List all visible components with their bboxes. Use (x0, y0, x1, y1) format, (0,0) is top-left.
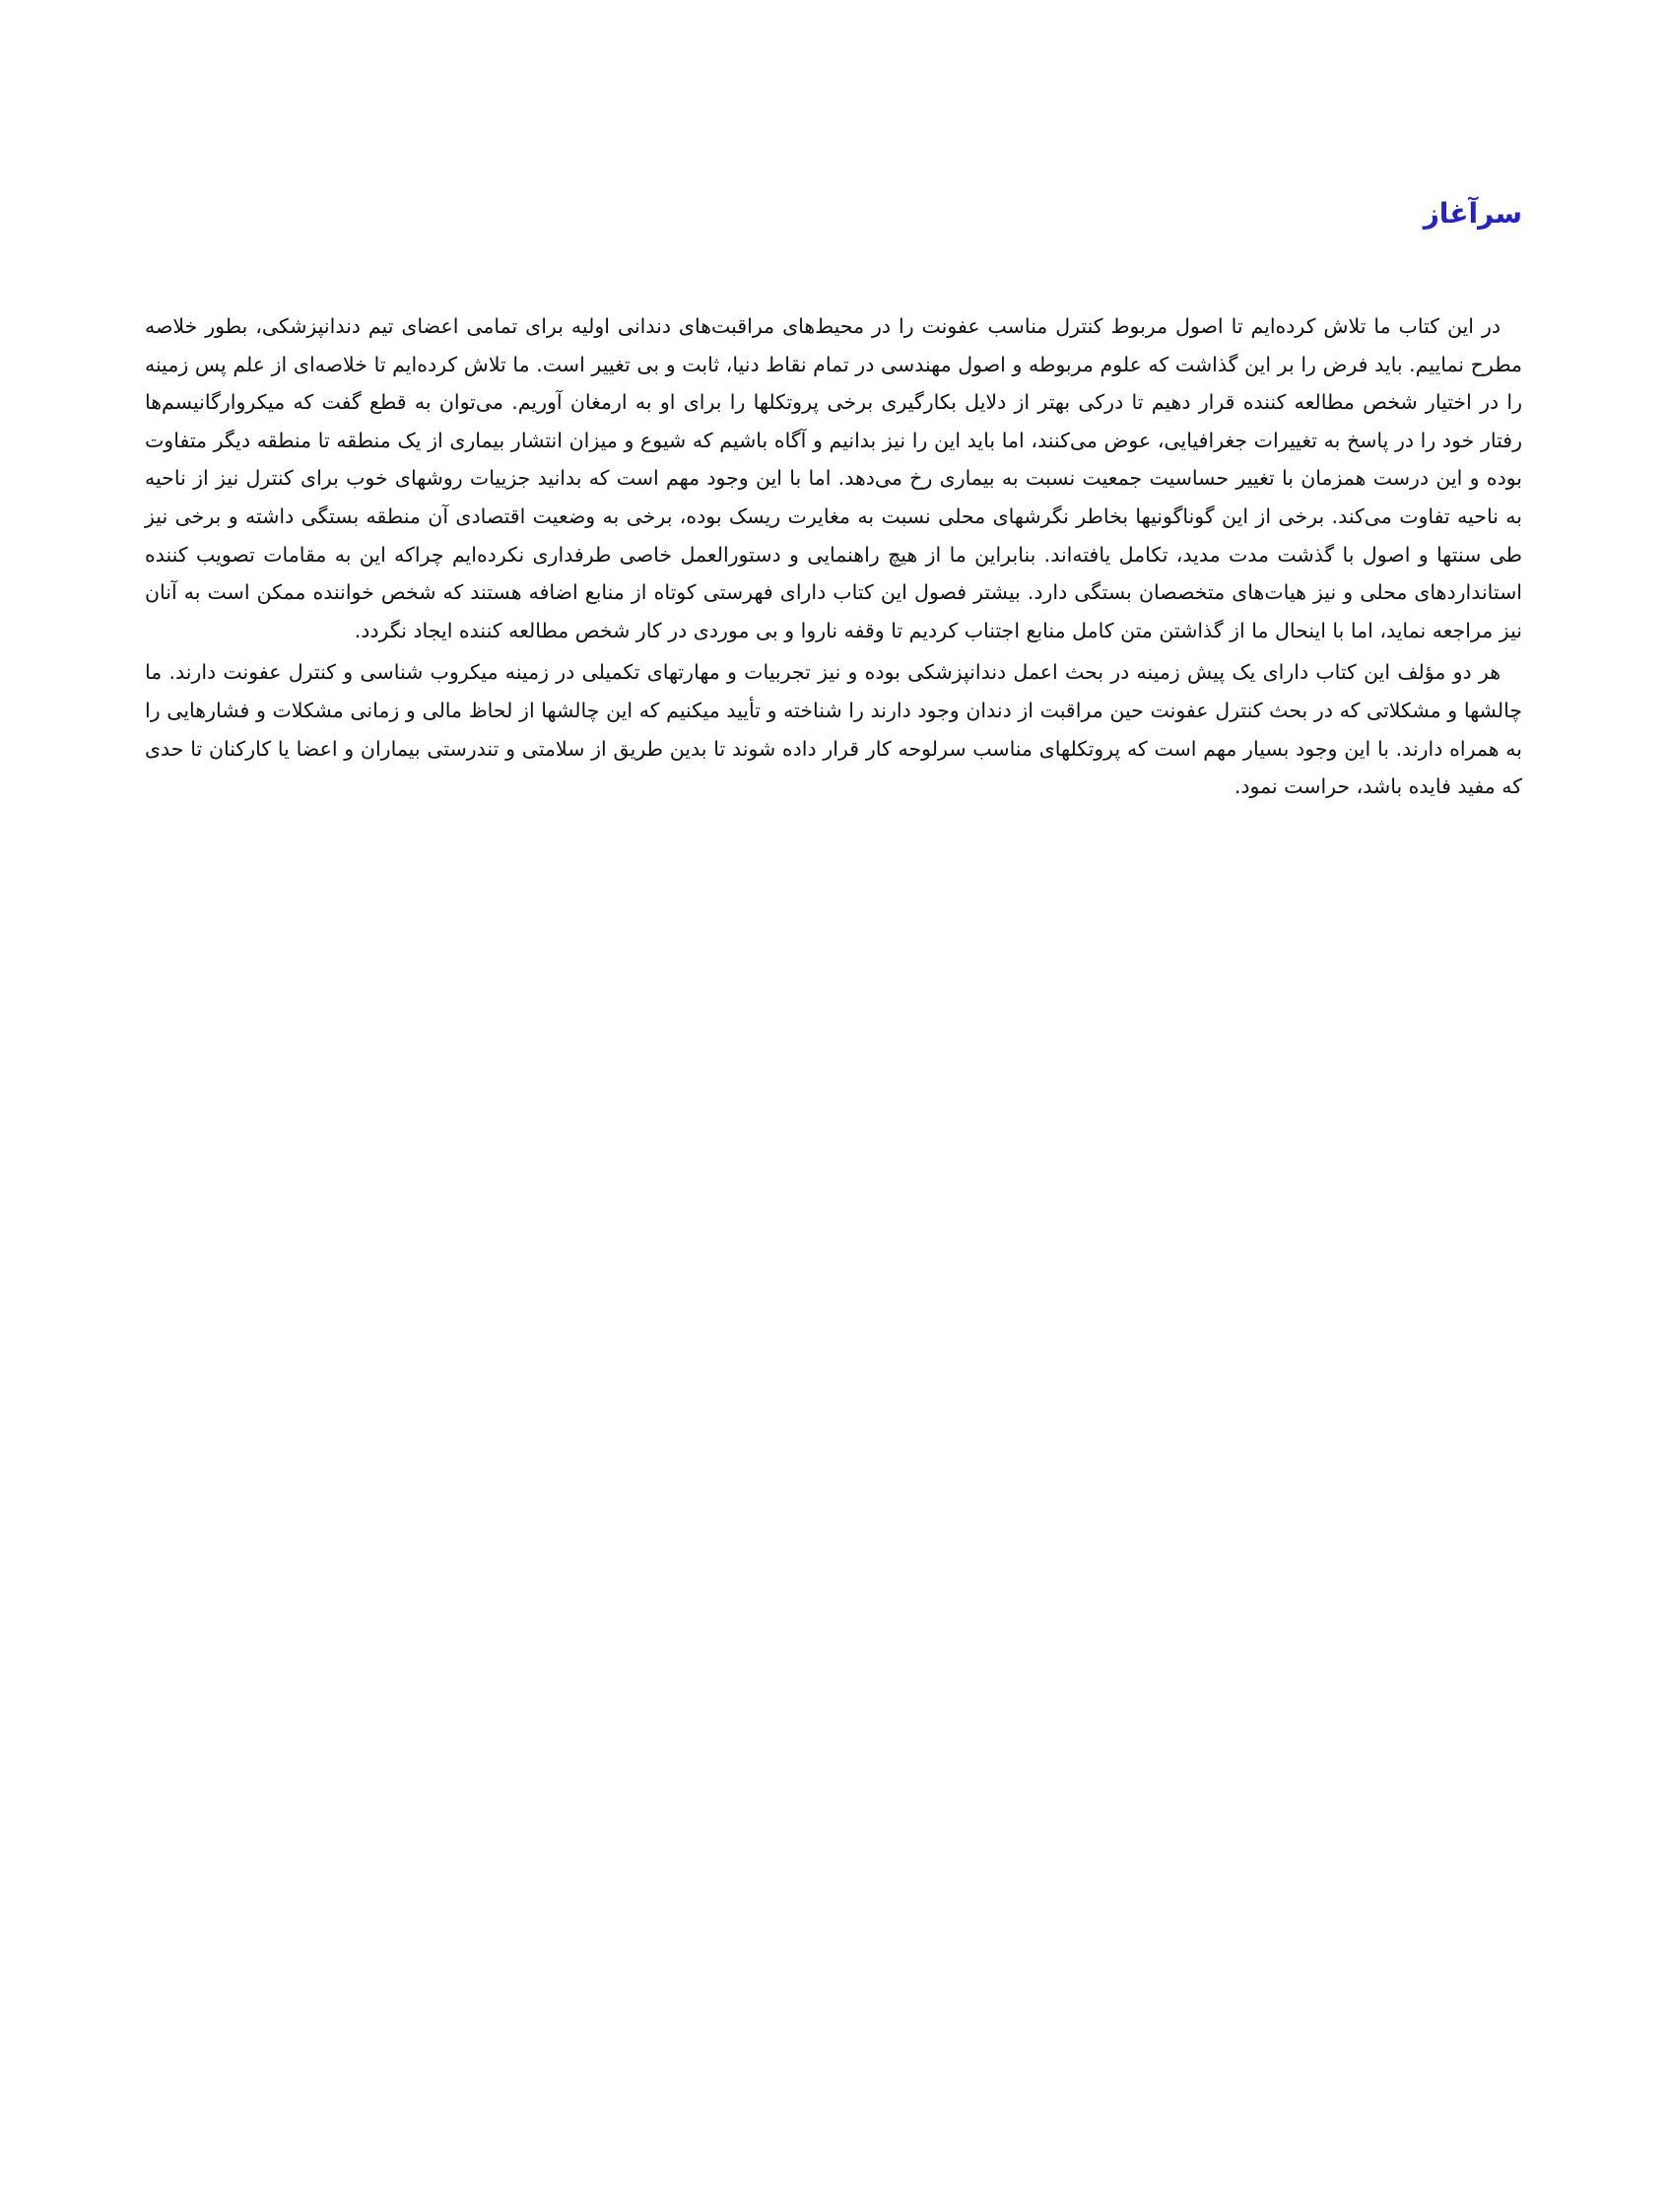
paragraph-2: هر دو مؤلف این کتاب دارای یک پیش زمینه در بحث اعمل دندانپزشکی بوده و نیز تجربیات و مهارتهای تکمیلی در زمینه میکروب شناسی و کنترل عفونت دارند. ما چالشها و مشکلاتی که در بحث کنترل عفونت حین مراقبت از دندان وجود دارند را شناخته و تأیید میکنیم که این چالشها از لحاظ مالی و زمانی مشکلات و فشارهایی را به همراه دارند. با این وجود بسیار مهم است که پروتکلهای مناسب سرلوحه کار قرار داده شوند تا بدین طریق از سلامتی و تندرستی بیماران و اعضا یا کارکنان تا حدی که مفید فایده باشد، حراست نمود. (145, 660, 1522, 799)
body-text (145, 307, 1522, 810)
paragraph-1: در این کتاب ما تلاش کرده‌ایم تا اصول مربوط کنترل مناسب عفونت را در محیط‌های مراقبت‌های دندانی اولیه برای تمامی اعضای تیم دندانپزشکی، بطور خلاصه مطرح نماییم. باید فرض را بر این گذاشت که علوم مربوطه و اصول مهندسی در تمام نقاط دنیا، ثابت و بی تغییر است. ما تلاش کرده‌ایم تا خلاصه‌ای از علم پس زمینه را در اختیار شخص مطالعه کننده قرار دهیم تا درکی بهتر از دلایل بکارگیری برخی پروتکلها را برای او به ارمغان آوریم. می‌توان به قطع گفت که میکروارگانیسم‌ها رفتار خود را در پاسخ به تغییرات جغرافیایی، عوض می‌کنند، اما باید این را نیز بدانیم و آگاه باشیم که شیوع و میزان انتشار بیماری از یک منطقه تا منطقه دیگر متفاوت بوده و این درست همزمان با تغییر حساسیت جمعیت نسبت به بیماری رخ می‌دهد. اما با این وجود مهم است که بدانید جزییات روشهای خوب برای کنترل نیز از ناحیه به ناحیه تفاوت می‌کند. برخی از این گوناگونیها بخاطر نگرشهای محلی نسبت به مغایرت ریسک بوده، برخی به وضعیت اقتصادی آن منطقه بستگی داشته و برخی نیز طی سنتها و اصول با گذشت مدت مدید، تکامل یافته‌اند. بنابراین ما از هیچ راهنمایی و دستورالعمل خاصی طرفداری نکرده‌ایم چراکه این به مقامات تصویب کننده استانداردهای محلی و نیز هیات‌های متخصصان بستگی دارد. بیشتر فصول این کتاب دارای فهرستی کوتاه از منابع اضافه هستند که شخص خواننده ممکن است به آنان نیز مراجعه نماید، اما با اینحال ما از گذاشتن متن کامل منابع اجتناب کردیم تا وقفه ناروا و بی موردی در کار شخص مطالعه کننده ایجاد نگردد. (145, 314, 1522, 642)
page-title: سرآغاز (1423, 197, 1522, 230)
